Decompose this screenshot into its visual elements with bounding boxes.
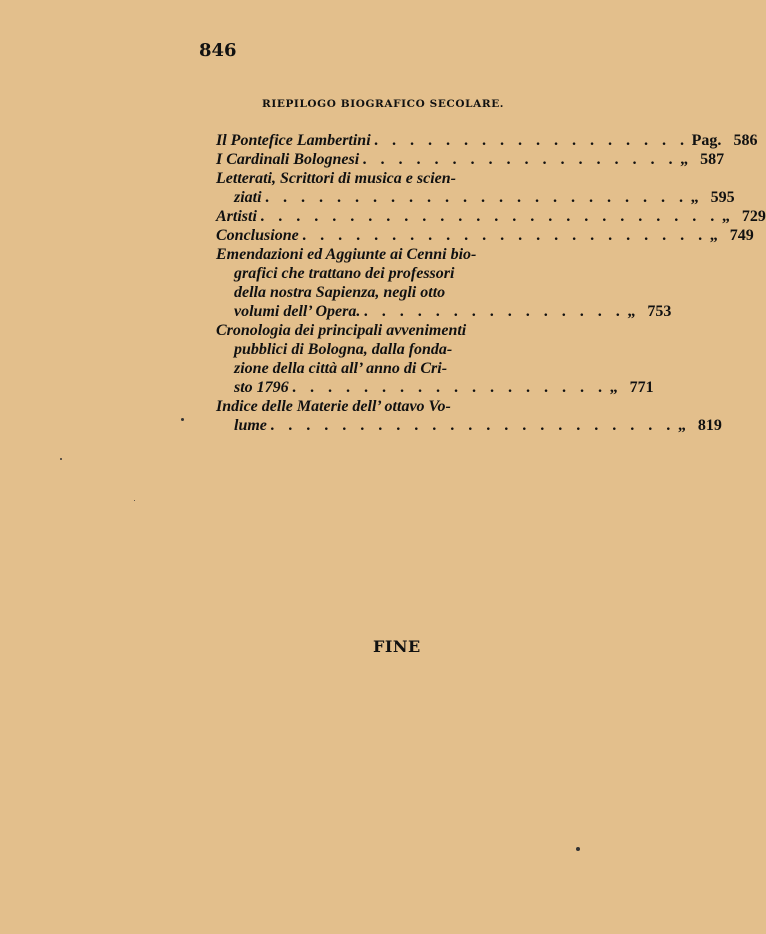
toc-entry-emendazioni-line2	[216, 264, 608, 283]
page-ref: „	[677, 417, 686, 434]
toc-entry-title: ziati	[234, 189, 262, 206]
toc-entry-letterati-line2	[216, 188, 735, 207]
toc-entry-conclusione	[216, 226, 754, 245]
toc-entry-title: Letterati, Scrittori di musica e scien-	[216, 170, 456, 187]
toc-entry-title: volumi dell’ Opera.	[234, 303, 361, 320]
toc-entry-title: zione della città all’ anno di Cri-	[234, 360, 448, 377]
page-ref-number: 587	[700, 151, 725, 168]
leader-dots: . . . . . . . . . . . . . . . . . .	[292, 379, 608, 396]
page-ref: „	[627, 303, 636, 320]
page-ref: „	[709, 227, 718, 244]
toc-entry-title: Cronologia dei principali avvenimenti	[216, 322, 467, 339]
toc-entry-emendazioni-line4	[216, 302, 672, 321]
toc-entry-cronologia-line1	[216, 321, 608, 340]
end-mark: FINE	[373, 637, 421, 656]
ink-speck	[134, 500, 135, 501]
toc-entry-artisti	[216, 207, 766, 226]
toc-entry-letterati-line1	[216, 169, 608, 188]
ink-speck	[576, 847, 580, 851]
toc-entry-title: I Cardinali Bolognesi	[216, 151, 360, 168]
toc-entry-title: pubblici di Bologna, dalla fonda-	[234, 341, 453, 358]
section-header: RIEPILOGO BIOGRAFICO SECOLARE.	[262, 98, 505, 110]
toc-entry-emendazioni-line1	[216, 245, 608, 264]
leader-dots: . . . . . . . . . . . . . . . . . .	[374, 132, 690, 149]
toc-entry-title: lume	[234, 417, 267, 434]
page-ref: „	[721, 208, 730, 225]
page-ref-number: 729	[741, 208, 766, 225]
page-ref: „	[690, 189, 699, 206]
toc-entry-title: Conclusione	[216, 227, 299, 244]
toc-entry-title: sto 1796	[234, 379, 289, 396]
leader-dots: . . . . . . . . . . . . . . . . . .	[363, 151, 679, 168]
table-of-contents	[216, 131, 766, 435]
toc-entry-indice-line2	[216, 416, 722, 435]
leader-dots: . . . . . . . . . . . . . . . . . . . . . . .	[270, 417, 676, 434]
leader-dots: . . . . . . . . . . . . . . . . . . . . . . . .	[265, 189, 689, 206]
page-ref-number: 819	[697, 417, 722, 434]
page-ref-number: 753	[647, 303, 672, 320]
ink-speck	[60, 458, 62, 460]
toc-entry-cronologia-line3	[216, 359, 608, 378]
page-ref-number: 595	[710, 189, 735, 206]
toc-entry-indice-line1	[216, 397, 608, 416]
toc-entry-title: della nostra Sapienza, negli otto	[234, 284, 446, 301]
page-ref: „	[609, 379, 618, 396]
toc-entry-cardinali	[216, 150, 725, 169]
page-ref-number: 586	[733, 132, 758, 149]
page-ref-number: 771	[629, 379, 654, 396]
page-ref: Pag.	[691, 132, 722, 149]
page-ref: „	[680, 151, 689, 168]
page-ref-number: 749	[729, 227, 754, 244]
leader-dots: . . . . . . . . . . . . . . . . . . . . . . . . . .	[260, 208, 720, 225]
toc-entry-pontefice	[216, 131, 758, 150]
toc-entry-cronologia-line2	[216, 340, 608, 359]
page-number: 846	[199, 40, 237, 61]
toc-entry-title: Il Pontefice Lambertini	[216, 132, 371, 149]
toc-entry-cronologia-line4	[216, 378, 654, 397]
toc-entry-title: grafici che trattano dei professori	[234, 265, 455, 282]
toc-entry-title: Artisti	[216, 208, 257, 225]
leader-dots: . . . . . . . . . . . . . . .	[364, 303, 626, 320]
leader-dots: . . . . . . . . . . . . . . . . . . . . . . .	[302, 227, 708, 244]
toc-entry-emendazioni-line3	[216, 283, 608, 302]
toc-entry-title: Emendazioni ed Aggiunte ai Cenni bio-	[216, 246, 477, 263]
toc-entry-title: Indice delle Materie dell’ ottavo Vo-	[216, 398, 451, 415]
ink-speck	[181, 418, 184, 421]
